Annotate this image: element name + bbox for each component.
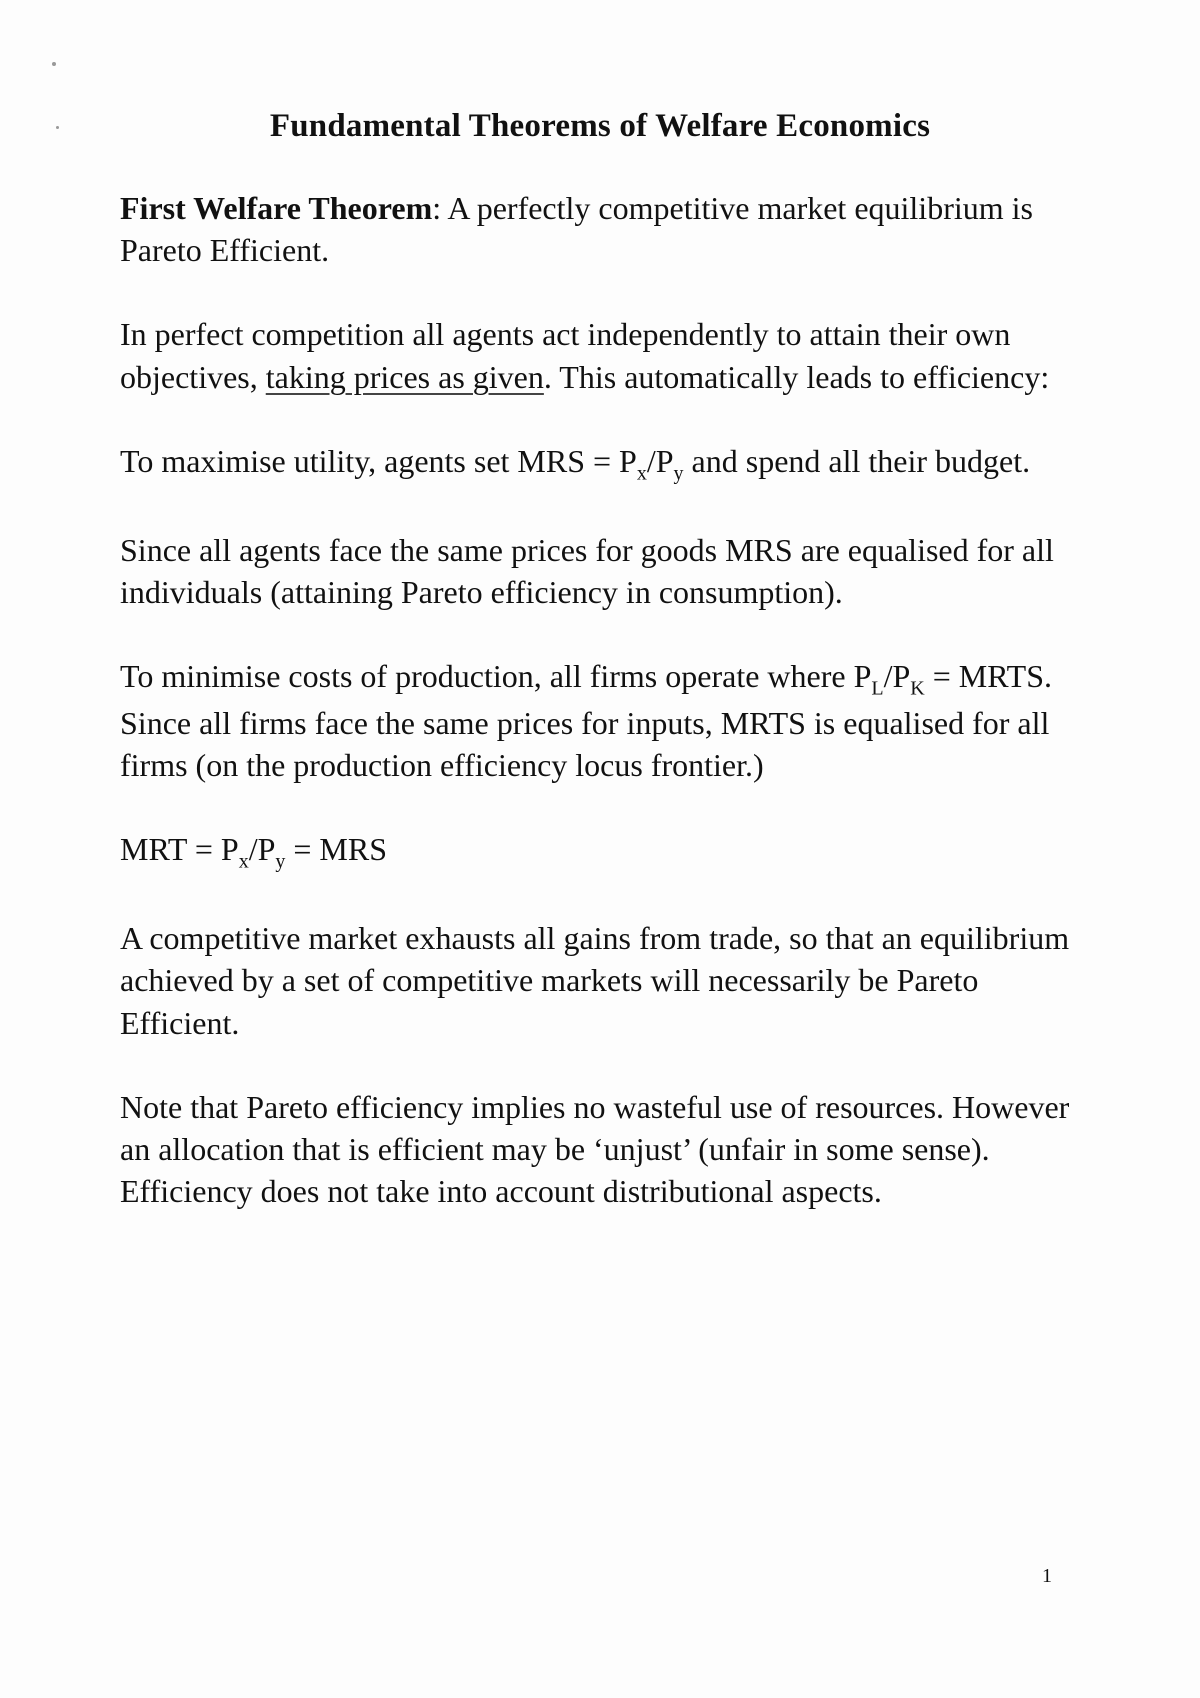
equation-text-2: /P (248, 831, 276, 868)
page-number: 1 (1042, 1565, 1052, 1587)
utility-text-3: and spend all their budget. (683, 442, 1031, 479)
equation-text-1: MRT = P (120, 831, 239, 868)
costs-text-3: = MRTS. Since all firms face the same prices for inputs, MRTS is equalised for all firms (on the production efficiency locus frontier.) (120, 658, 1052, 784)
first-theorem-text: : A perfectly competitive market equilibrium is Pareto Efficient. (120, 190, 1033, 269)
cost-minimisation-paragraph (120, 655, 1070, 786)
utility-paragraph (120, 440, 1070, 487)
first-theorem-label: First Welfare Theorem (120, 190, 433, 226)
equal-prices-paragraph: Since all agents face the same prices for goods MRS are equalised for all individuals (attaining Pareto efficiency in consumption). (120, 531, 1054, 610)
costs-text-1: To minimise costs of production, all firms operate where P (120, 658, 872, 695)
document-body (120, 108, 1070, 1255)
competition-text-end: . This automatically leads to efficiency: (543, 358, 1050, 395)
note-paragraph: Note that Pareto efficiency implies no wasteful use of resources. However an allocation that is efficient may be ‘unjust’ (unfair in some sense). Efficiency does not take into account distributional aspects. (120, 1088, 1070, 1210)
page-title: Fundamental Theorems of Welfare Economics (269, 108, 931, 144)
competition-paragraph (120, 313, 1070, 397)
costs-subscript-l: L (871, 677, 884, 700)
mrt-equation (120, 828, 1070, 875)
costs-text-2: /P (883, 658, 911, 695)
paper-speck (56, 126, 59, 129)
first-theorem-paragraph (120, 187, 1070, 271)
taking-prices-underlined-phrase: taking prices as given (265, 358, 544, 395)
equation-subscript-x: x (238, 850, 249, 873)
equation-text-3: = MRS (285, 831, 388, 868)
utility-text-2: /P (646, 442, 674, 479)
utility-subscript-y: y (673, 462, 684, 485)
utility-subscript-x: x (636, 462, 647, 485)
utility-text-1: To maximise utility, agents set MRS = P (120, 442, 637, 479)
equation-subscript-y: y (275, 850, 286, 873)
gains-from-trade-paragraph: A competitive market exhausts all gains from trade, so that an equilibrium achieved by a set of competitive markets will necessarily be Pareto Efficient. (120, 920, 1070, 1041)
paper-speck (52, 62, 56, 66)
competition-text-start: In perfect competition all agents act independently to attain their own objectives, (120, 316, 1011, 395)
costs-subscript-k: K (910, 677, 925, 700)
